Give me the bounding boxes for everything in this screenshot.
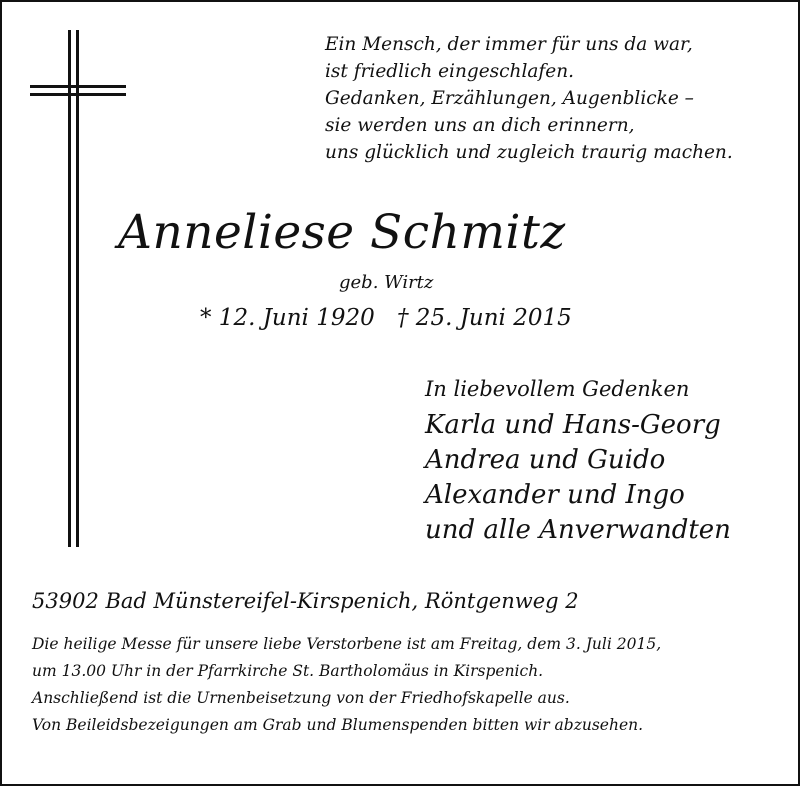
mourner-entry: und alle Anverwandten <box>425 515 731 545</box>
poem-line: Gedanken, Erzählungen, Augenblicke – <box>325 88 694 109</box>
mourner-entry: Alexander und Ingo <box>425 480 685 510</box>
cross-vertical-bar-left <box>68 30 71 547</box>
poem <box>325 31 733 166</box>
death-date: † 25. Juni 2015 <box>397 305 572 331</box>
mourner-entry: Andrea und Guido <box>425 445 666 475</box>
birth-date: * 12. Juni 1920 <box>200 305 375 331</box>
mourner-entry: Karla und Hans-Georg <box>425 410 721 440</box>
poem-line: uns glücklich und zugleich traurig machen. <box>325 142 733 163</box>
deceased-name: Anneliese Schmitz <box>118 205 566 260</box>
poem-line: Ein Mensch, der immer für uns da war, <box>325 34 693 55</box>
cross-vertical-bar-right <box>76 30 79 547</box>
note-line: Die heilige Messe für unsere liebe Verstorbene ist am Freitag, dem 3. Juli 2015, <box>32 635 662 653</box>
address: 53902 Bad Münstereifel-Kirspenich, Röntgenweg 2 <box>32 589 579 613</box>
poem-line: sie werden uns an dich erinnern, <box>325 115 635 136</box>
mourners-list <box>425 408 731 548</box>
maiden-name: geb. Wirtz <box>339 272 434 293</box>
cross-horizontal-bar-top <box>30 85 126 88</box>
funeral-notes <box>32 631 661 739</box>
note-line: Anschließend ist die Urnenbeisetzung von der Friedhofskapelle aus. <box>32 689 570 707</box>
poem-line: ist friedlich eingeschlafen. <box>325 61 574 82</box>
cross-horizontal-bar-bottom <box>30 93 126 96</box>
note-line: Von Beileidsbezeigungen am Grab und Blumenspenden bitten wir abzusehen. <box>32 716 644 734</box>
note-line: um 13.00 Uhr in der Pfarrkirche St. Bartholomäus in Kirspenich. <box>32 662 544 680</box>
mourners-intro: In liebevollem Gedenken <box>425 377 690 401</box>
